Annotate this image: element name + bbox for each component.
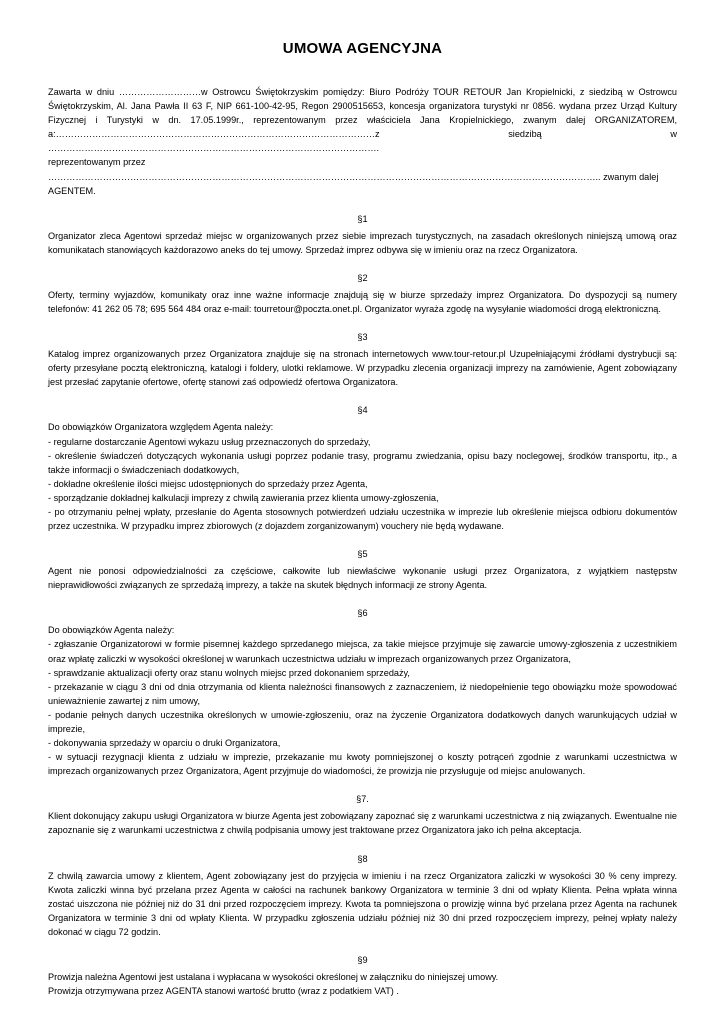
section-paragraph: - sprawdzanie aktualizacji oferty oraz stanu wolnych miejsc przed dokonaniem sprzedaży, <box>48 667 410 678</box>
section-5 <box>48 547 677 592</box>
section-9 <box>48 953 677 998</box>
section-8 <box>48 852 677 939</box>
section-heading: §3 <box>357 332 368 343</box>
section-paragraph: Klient dokonujący zakupu usługi Organizatora w biurze Agenta jest zobowiązany zapoznać się z warunkami uczestnictwa z nią związanych. Ewentualne nie zapoznanie się z warunkami uczestnictwa z chwilą podpisania umowy jest traktowane przez Organizatora jako ich pełna akceptacja. <box>48 811 677 836</box>
section-paragraph: Do obowiązków Organizatora względem Agenta należy: <box>48 422 274 433</box>
section-paragraph: - dokładne określenie ilości miejsc udostępnionych do sprzedaży przez Agenta, <box>48 478 368 489</box>
section-paragraph: - podanie pełnych danych uczestnika określonych w umowie-zgłoszeniu, oraz na życzenie Organizatora dodatkowych danych warunkujących udział w imprezie, <box>48 709 677 734</box>
section-paragraph: Prowizja należna Agentowi jest ustalana i wypłacana w wysokości określonej w załączniku do niniejszej umowy. <box>48 972 499 983</box>
section-paragraph: Agent nie ponosi odpowiedzialności za częściowe, całkowite lub niewłaściwe wykonanie usługi przez Organizatora, z wyjątkiem następstw nieprawidłowości związanych ze sprzedażą imprezy, a także na skutek błędnych informacji ze strony Agenta. <box>48 566 677 591</box>
section-4 <box>48 403 677 533</box>
section-paragraph: Katalog imprez organizowanych przez Organizatora znajduje się na stronach internetowych www.tour-retour.pl Uzupełniającymi źródłami dystrybucji są: oferty przesyłane pocztą elektroniczną, katalogi i foldery, ulotki reklamowe. W przypadku zlecenia organizacji imprezy na zamówienie, Agent zobowiązany jest przesłać zapytanie ofertowe, ofertę stanowi zaś odpowiedź ofertowa Organizatora. <box>48 349 677 388</box>
section-paragraph: Organizator zleca Agentowi sprzedaż miejsc w organizowanych przez siebie imprezach turystycznych, na zasadach określonych niniejszą umową oraz komunikatach stanowiących każdorazowo aneks do tej umowy. Sprzedaż imprez odbywa się w imieniu oraz na rzecz Organizatora. <box>48 230 677 255</box>
section-paragraph: Oferty, terminy wyjazdów, komunikaty oraz inne ważne informacje znajdują się w biurze sprzedaży imprez Organizatora. Do dyspozycji są numery telefonów: 41 262 05 78; 695 564 484 oraz e-mail: tourretour@poczta.onet.pl. Organizator wyraża zgodę na wysyłanie wiadomości drogą elektroniczną. <box>48 289 677 315</box>
section-paragraph: Z chwilą zawarcia umowy z klientem, Agent zobowiązany jest do przyjęcia w imieniu i na rzecz Organizatora zaliczki w wysokości 30 % ceny imprezy. Kwota zaliczki winna być przelana przez Agenta w całości na rachunek bankowy Organizatora w terminie 3 dni od wpłaty Klienta. Pełna wpłata winna zostać uiszczona nie później niż do 31 dni przed rozpoczęciem imprezy. Kwota ta pomniejszona o prowizję winna być przelana przez Agenta na rachunek Organizatora w terminie 3 dni od wpłaty Klienta. W przypadku zgłoszenia udziału później niż 30 dni przed rozpoczęciem imprezy, pełnej wpłaty należy dokonać w ciągu 72 godzin. <box>48 870 677 937</box>
section-paragraph: - po otrzymaniu pełnej wpłaty, przesłanie do Agenta stosownych potwierdzeń udziału uczestnika w imprezie lub określenie miejsca odbioru dokumentów przez uczestnika. W przypadku imprez zbiorowych (z dojazdem zorganizowanym) vouchery nie będą wydawane. <box>48 506 677 532</box>
section-1 <box>48 212 677 257</box>
section-heading: §2 <box>357 272 368 283</box>
section-paragraph: - sporządzanie dokładnej kalkulacji imprezy z chwilą zawierania przez klienta umowy-zgłoszenia, <box>48 492 439 503</box>
section-paragraph: - określenie świadczeń dotyczących wykonania usługi poprzez podanie trasy, programu zwiedzania, opisu bazy noclegowej, środków transportu, itp., a także informacji o świadczeniach dodatkowych, <box>48 450 677 475</box>
intro-paragraph: Zawarta w dniu ………………………w Ostrowcu Świętokrzyskim pomiędzy: Biuro Podróży TOUR RETOUR Jan Kropielnicki, z siedzibą w Ostrowcu Świętokrzyskim, Al. Jana Pawła II 63 F, NIP 661-100-42-95, Regon 2900515653, koncesja organizatora turystyki nr 0856. wydana przez Urząd Kultury Fizycznej i Turystyki w dn. 17.05.1999r., reprezentowanym przez właściciela Jana Kropielnickiego, zwanym dalej ORGANIZATOREM, a:……………………………………………………………………………………………z siedzibą w ………………………………………………………………………………………………. <box>48 87 677 154</box>
section-3 <box>48 330 677 389</box>
section-paragraph: Prowizja otrzymywana przez AGENTA stanowi wartość brutto (wraz z podatkiem VAT) . <box>48 986 399 997</box>
section-heading: §5 <box>357 549 368 560</box>
section-paragraph: - dokonywania sprzedaży w oparciu o druki Organizatora, <box>48 738 281 749</box>
section-paragraph: - zgłaszanie Organizatorowi w formie pisemnej każdego sprzedanego miejsca, za takie miejsce przyjmuje się zawarcie umowy-zgłoszenia z uczestnikiem oraz wpłatę zaliczki w wysokości określonej w warunkach uczestnictwa udziału w imprezach organizowanych przez Organizatora, <box>48 639 677 664</box>
intro-representative-line: reprezentowanym przez ……………………………………………………………………………………………………………………………………………………………….. zwanym dalej AGENTEM. <box>48 157 659 196</box>
section-6 <box>48 606 677 778</box>
section-paragraph: - regularne dostarczanie Agentowi wykazu usług przeznaczonych do sprzedaży, <box>48 436 371 447</box>
section-heading: §7. <box>356 794 369 805</box>
section-paragraph: - w sytuacji rezygnacji klienta z udziału w imprezie, przekazanie mu kwoty pomniejszonej o koszty potrąceń zgodnie z warunkami uczestnictwa w imprezach organizowanych przez Organizatora, Agent przyjmuje do wiadomości, że prowizja nie przysługuje od miejsc anulowanych. <box>48 752 677 777</box>
section-7 <box>48 792 677 837</box>
section-paragraph: - przekazanie w ciągu 3 dni od dnia otrzymania od klienta należności finansowych z zaznaczeniem, iż niedopełnienie tego obowiązku może spowodować unieważnienie zawartej z nim umowy, <box>48 681 677 706</box>
section-heading: §9 <box>357 955 368 966</box>
document-title: UMOWA AGENCYJNA <box>282 40 443 57</box>
intro-block <box>48 85 677 198</box>
section-heading: §8 <box>357 853 368 864</box>
section-2 <box>48 271 677 316</box>
section-paragraph: Do obowiązków Agenta należy: <box>48 625 175 636</box>
section-heading: §6 <box>357 608 368 619</box>
section-heading: §4 <box>357 405 368 416</box>
sections-container <box>48 212 677 998</box>
section-heading: §1 <box>357 213 368 224</box>
